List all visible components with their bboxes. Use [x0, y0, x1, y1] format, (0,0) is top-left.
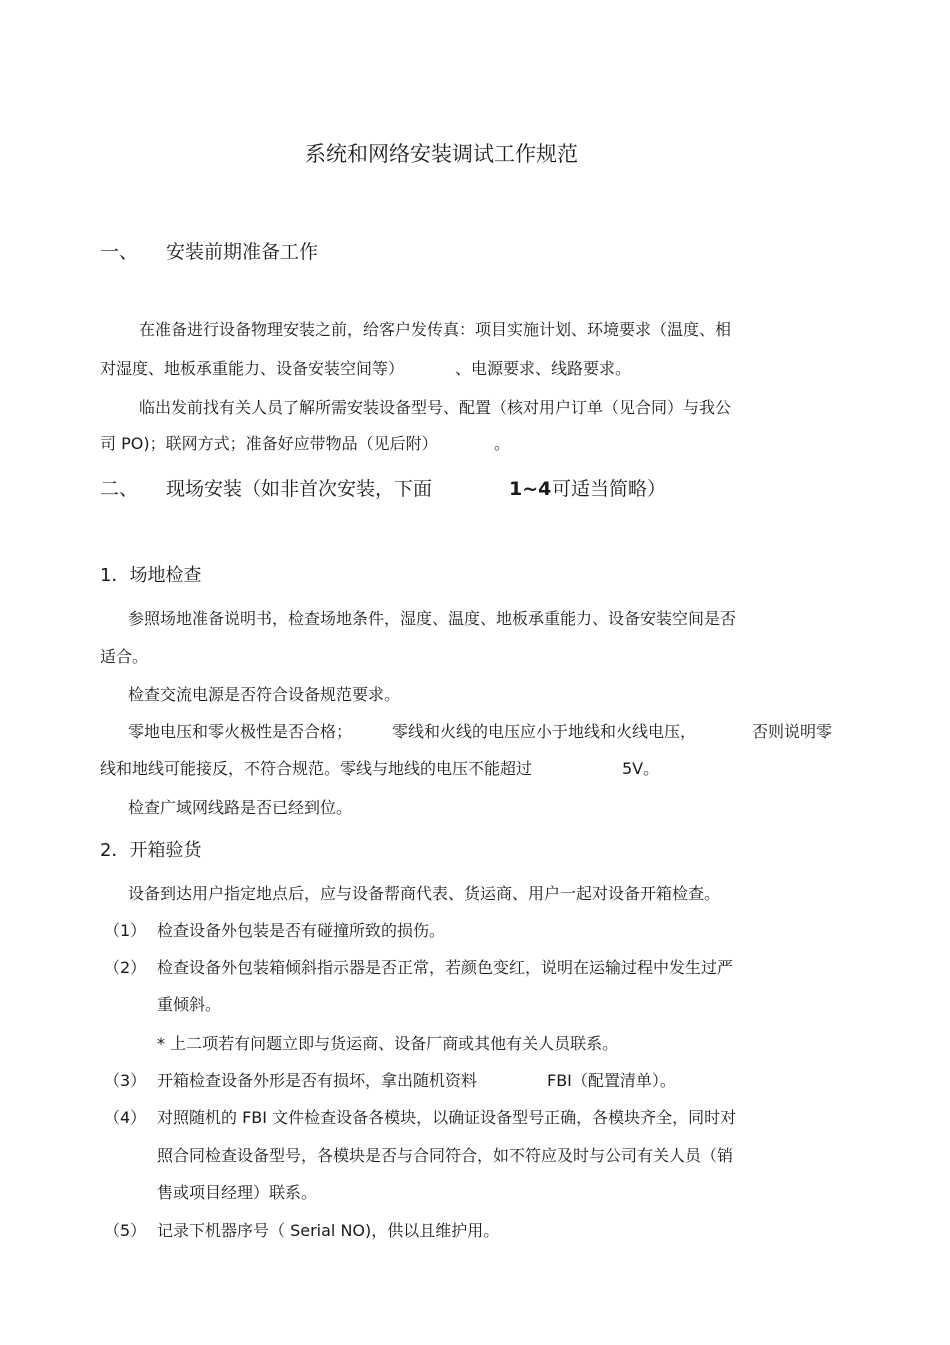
- list-item: 售或项目经理）联系。: [157, 1183, 318, 1202]
- list-number: （4）: [104, 1108, 147, 1127]
- paragraph-line: 参照场地准备说明书，检查场地条件，湿度、温度、地板承重能力、设备安装空间是否: [128, 609, 737, 628]
- section-1-number: 一、: [100, 241, 139, 263]
- paragraph-line: 司 PO)；联网方式；准备好应带物品（见后附）: [100, 434, 438, 453]
- paragraph-line: 检查交流电源是否符合设备规范要求。: [128, 685, 401, 704]
- list-number: （3）: [104, 1071, 147, 1090]
- list-item: 记录下机器序号（ Serial NO)，供以且维护用。: [157, 1221, 500, 1240]
- list-item: 开箱检查设备外形是否有损坏，拿出随机资料: [157, 1071, 478, 1090]
- section-2-heading: 现场安装（如非首次安装，下面: [166, 478, 433, 500]
- list-number: （1）: [104, 921, 147, 940]
- list-item: 对照随机的 FBI 文件检查设备各模块，以确证设备型号正确，各模块齐全，同时对: [157, 1108, 737, 1127]
- paragraph-line: 适合。: [100, 647, 149, 666]
- note: * 上二项若有问题立即与货运商、设备厂商或其他有关人员联系。: [157, 1034, 619, 1053]
- paragraph-line: 临出发前找有关人员了解所需安装设备型号、配置（核对用户订单（见合同）与我公: [139, 398, 732, 417]
- section-2-heading-range: 1~4: [509, 478, 552, 500]
- page-title: 系统和网络安装调试工作规范: [305, 142, 578, 166]
- paragraph-line: 设备到达用户指定地点后，应与设备帮商代表、货运商、用户一起对设备开箱检查。: [128, 884, 721, 903]
- list-item: 检查设备外包装是否有碰撞所致的损伤。: [157, 921, 446, 940]
- subsection-2-heading: 2．开箱验货: [100, 840, 202, 861]
- section-1-heading: 安装前期准备工作: [166, 241, 319, 263]
- paragraph-line: 零地电压和零火极性是否合格；: [128, 722, 353, 741]
- list-number: （2）: [104, 958, 147, 977]
- paragraph-line: 线和地线可能接反，不符合规范。零线与地线的电压不能超过: [100, 759, 533, 778]
- paragraph-line: 、电源要求、线路要求。: [455, 359, 632, 378]
- subsection-1-heading: 1．场地检查: [100, 565, 202, 586]
- list-item: 检查设备外包装箱倾斜指示器是否正常，若颜色变红，说明在运输过程中发生过严: [157, 958, 734, 977]
- paragraph-line: 零线和火线的电压应小于地线和火线电压，: [392, 722, 697, 741]
- paragraph-line: 对湿度、地板承重能力、设备安装空间等）: [100, 359, 405, 378]
- list-item: 重倾斜。: [157, 995, 222, 1014]
- list-number: （5）: [104, 1221, 147, 1240]
- paragraph-line: 。: [494, 434, 511, 453]
- paragraph-line: 检查广域网线路是否已经到位。: [128, 798, 353, 817]
- paragraph-line: 在准备进行设备物理安装之前，给客户发传真：项目实施计划、环境要求（温度、相: [139, 320, 732, 339]
- section-2-heading-end: 可适当简略）: [552, 478, 667, 500]
- section-2-number: 二、: [100, 478, 139, 500]
- paragraph-line: 否则说明零: [752, 722, 833, 741]
- paragraph-line: 5V。: [622, 759, 660, 778]
- list-item: FBI（配置清单）。: [547, 1071, 676, 1090]
- list-item: 照合同检查设备型号，各模块是否与合同符合，如不符应及时与公司有关人员（销: [157, 1146, 734, 1165]
